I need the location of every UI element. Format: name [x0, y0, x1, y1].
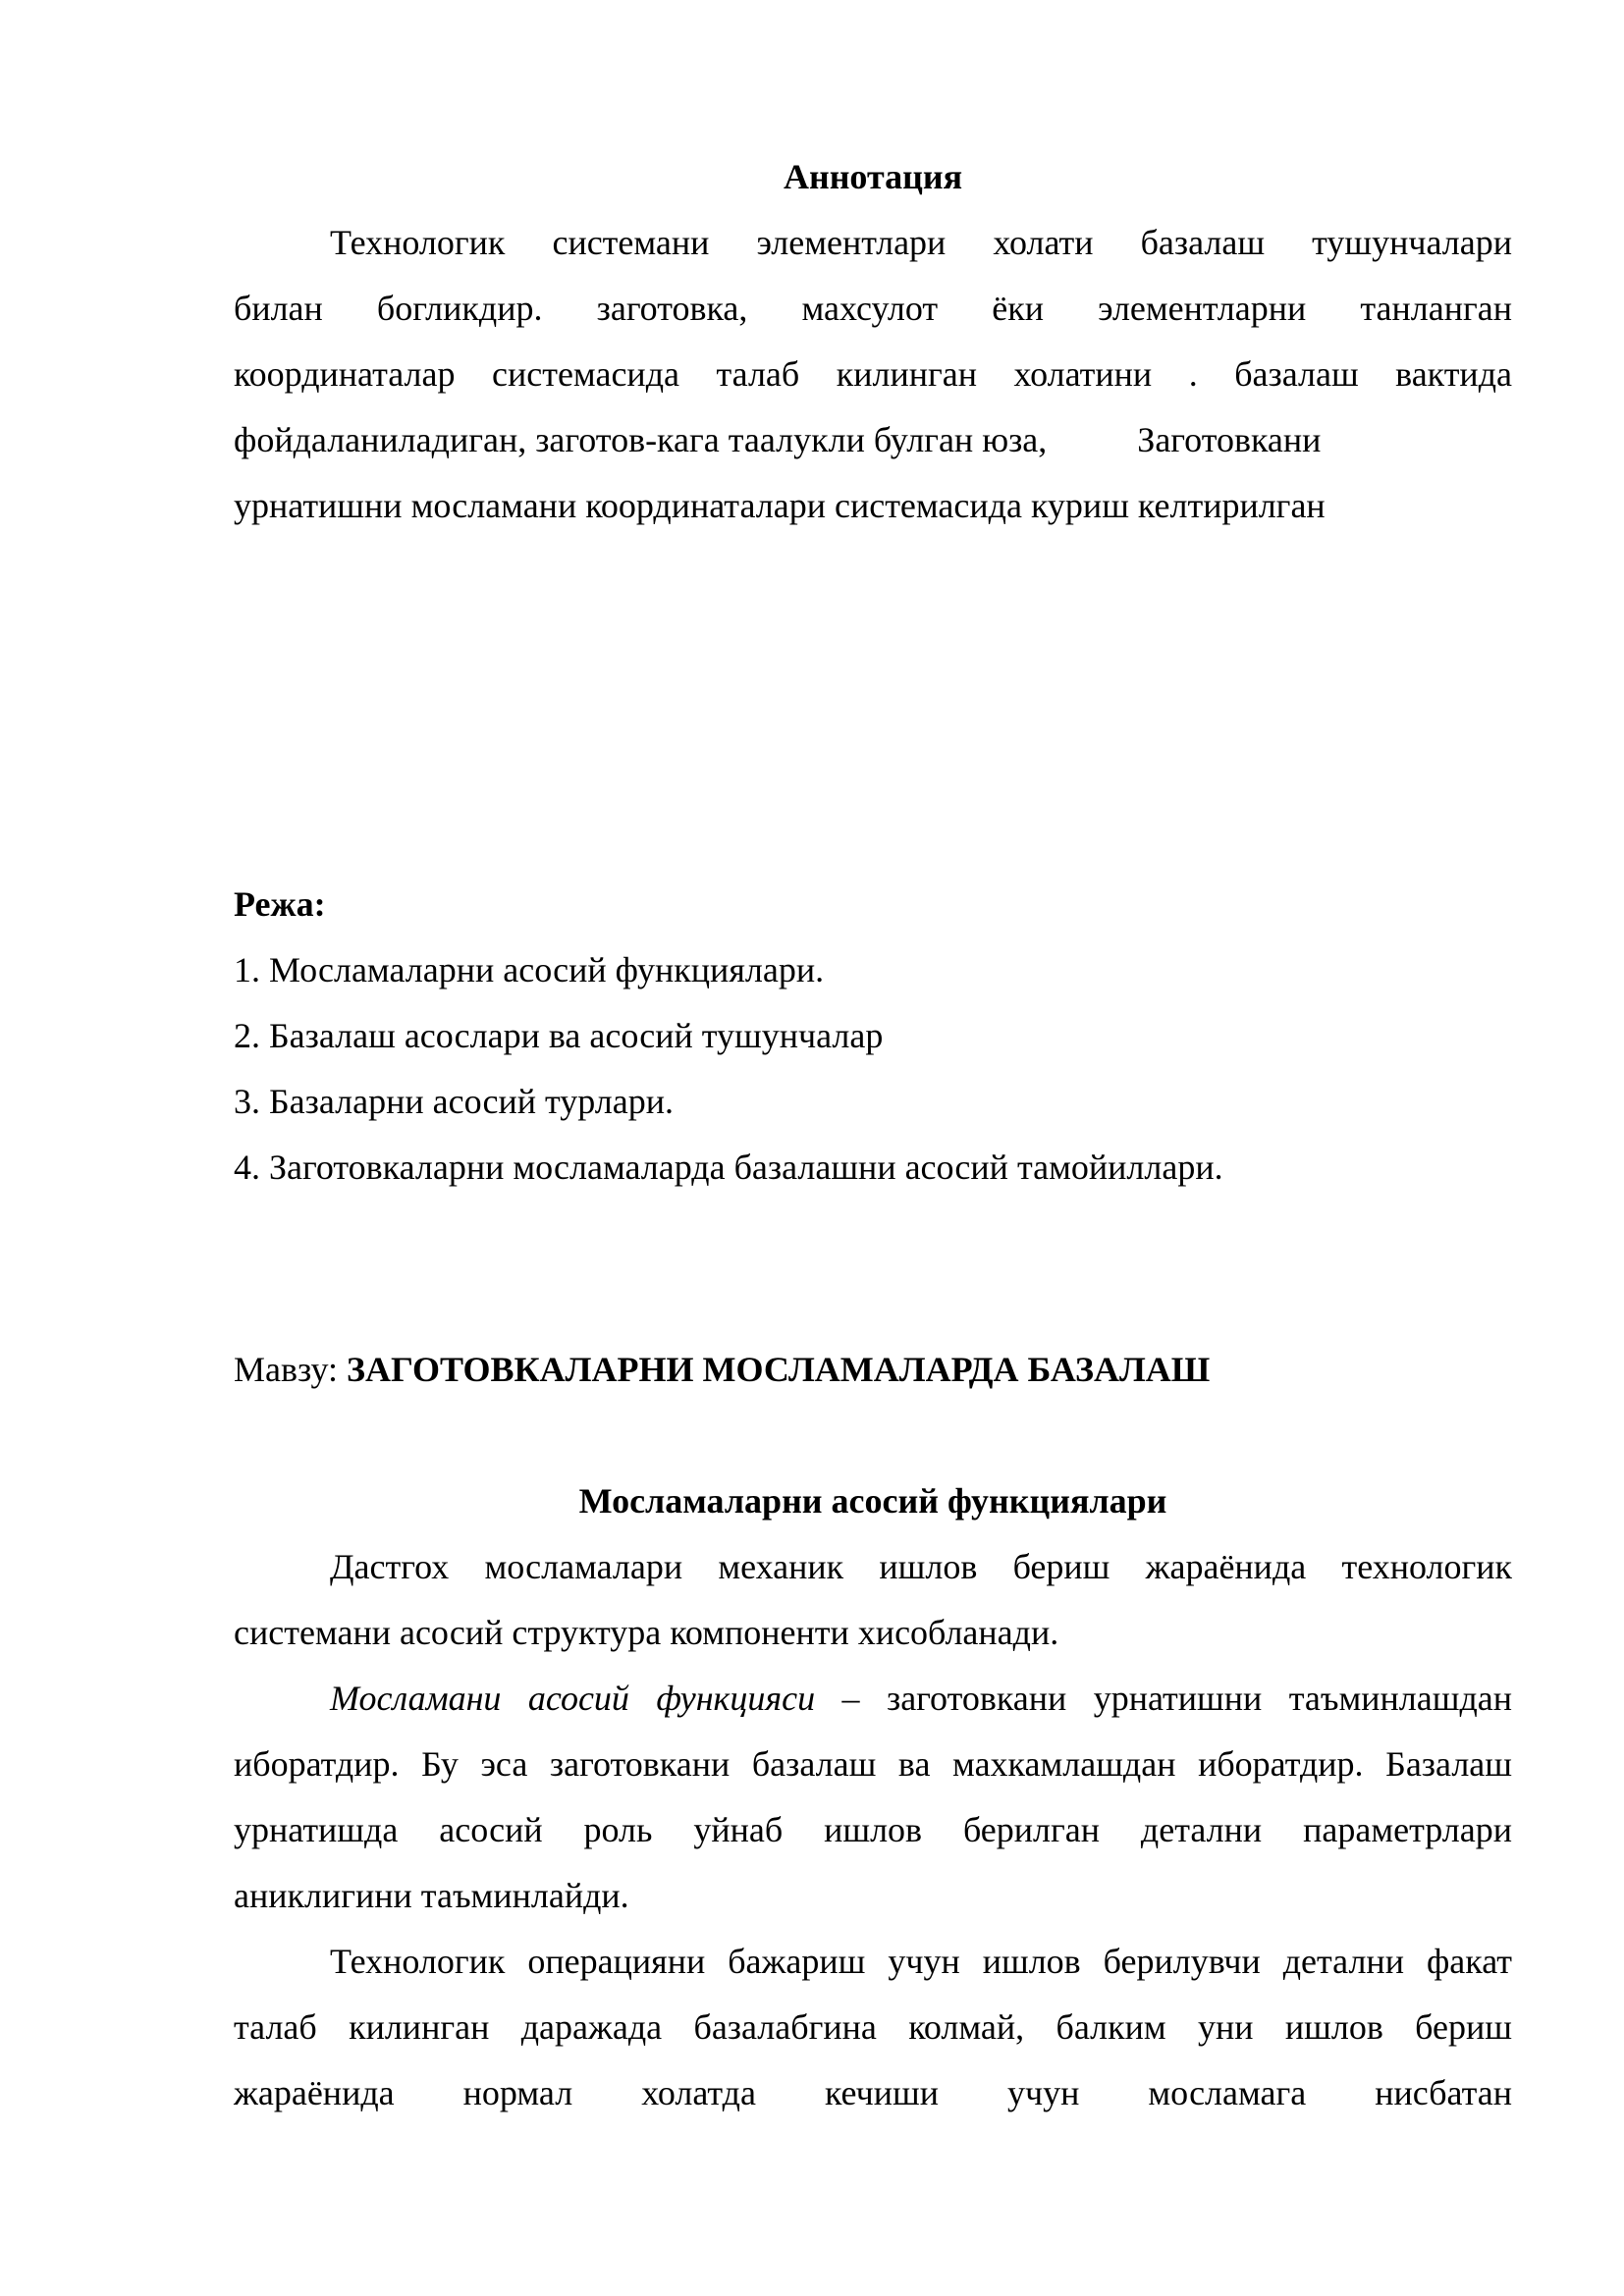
p2-line-4: аниклигини таъминлайди. — [234, 1876, 629, 1915]
p2-line-2: иборатдир. Бу эса заготовкани базалаш ва махкамлашдан иборатдир. Базалаш — [234, 1744, 1512, 1784]
annotation-line-5: урнатишни мосламани координаталари системасида куриш келтирилган — [234, 486, 1326, 525]
plan-section — [234, 872, 1512, 1201]
annotation-line-1: Технологик системани элементлари холати базалаш тушунчалари — [330, 223, 1512, 262]
plan-item: 3. Базаларни асосий турлари. — [234, 1082, 674, 1121]
topic-line — [234, 1337, 1512, 1403]
p1-line-2: системани асосий структура компоненти хисобланади. — [234, 1613, 1059, 1652]
plan-item: 2. Базалаш асослари ва асосий тушунчалар — [234, 1016, 884, 1055]
plan-item: 1. Мосламаларни асосий функциялари. — [234, 950, 825, 989]
topic-title: ЗАГОТОВКАЛАРНИ МОСЛАМАЛАРДА БАЗАЛАШ — [346, 1350, 1211, 1389]
annotation-title: Аннотация — [783, 157, 963, 196]
topic-label: Мавзу: — [234, 1350, 338, 1389]
annotation-line-4b: Заготовкани — [1137, 420, 1322, 459]
annotation-line-3: координаталар системасида талаб килинган холатини . базалаш вактида — [234, 354, 1512, 394]
annotation-line-4a: фойдаланиладиган, заготов-кага таалукли булган юза, — [234, 420, 1048, 459]
p3-line-1: Технологик операцияни бажариш учун ишлов берилувчи детални факат — [330, 1942, 1512, 1981]
annotation-line-4 — [234, 407, 1512, 473]
p3-line-3: жараёнида нормал холатда кечиши учун мосламага нисбатан — [234, 2073, 1512, 2112]
p2-term: Мосламани асосий функцияси — [330, 1679, 816, 1718]
annotation-line-2: билан богликдир. заготовка, махсулот ёки элементларни танланган — [234, 289, 1512, 328]
section-title: Мосламаларни асосий функциялари — [578, 1481, 1167, 1521]
p1-line-1: Дастгох мосламалари механик ишлов бериш жараёнида технологик — [330, 1547, 1512, 1586]
functions-section — [234, 1468, 1512, 2126]
p2-rest: – заготовкани урнатишни таъминлашдан — [815, 1679, 1512, 1718]
p2-line-3: урнатишда асосий роль уйнаб ишлов берилган детални параметрлари — [234, 1810, 1512, 1849]
plan-title: Режа: — [234, 884, 326, 924]
plan-item: 4. Заготовкаларни мосламаларда базалашни асосий тамойиллари. — [234, 1148, 1223, 1187]
p2-line-1 — [234, 1666, 1512, 1732]
annotation-section — [234, 144, 1512, 539]
topic-section — [234, 1337, 1512, 1403]
p3-line-2: талаб килинган даражада базалабгина колмай, балким уни ишлов бериш — [234, 2007, 1512, 2047]
